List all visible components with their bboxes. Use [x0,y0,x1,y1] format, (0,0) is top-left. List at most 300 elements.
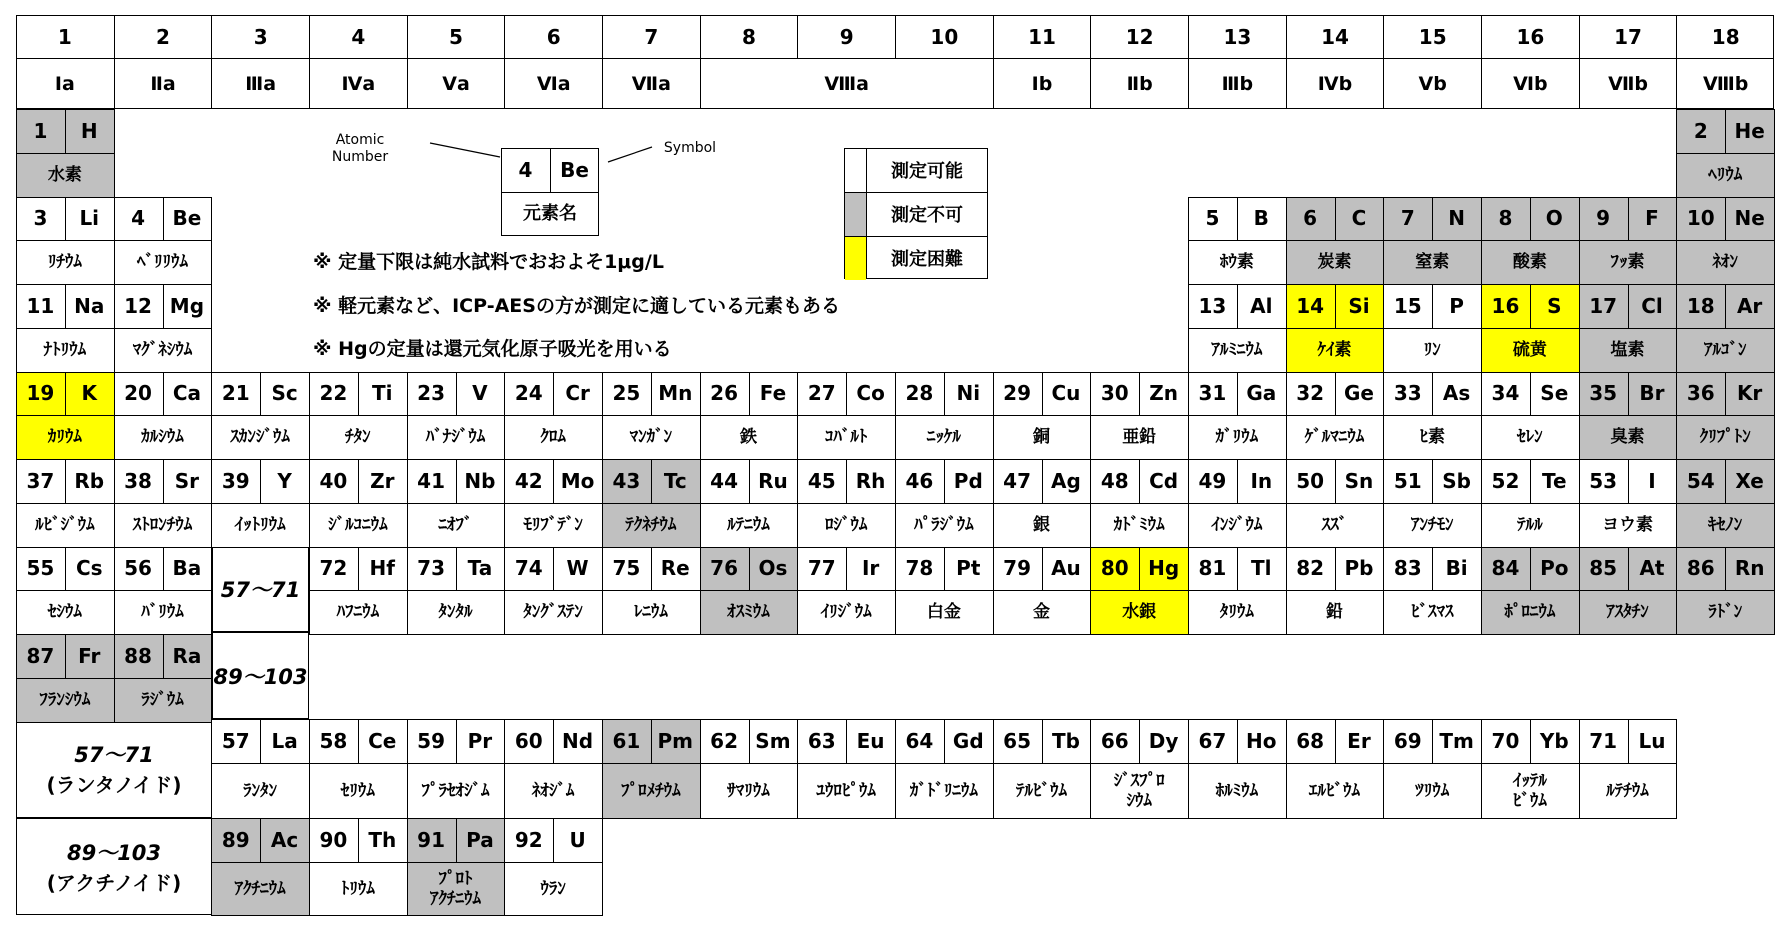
atomic-number: 40 [319,468,348,493]
group-label: Ⅶb [1579,58,1677,109]
element-name: ｹﾞﾙﾏﾆｳﾑ [1304,427,1365,448]
element-name: ｾﾚﾝ [1517,427,1543,448]
atomic-number: 19 [26,381,55,406]
element-name: ﾌﾟﾛﾄ ｱｸﾁﾆｳﾑ [430,868,481,909]
element-symbol: Pb [1344,556,1374,581]
element-name: ﾂﾘｳﾑ [1415,780,1450,801]
atomic-number: 74 [514,556,543,581]
atomic-number: 2 [1693,118,1708,143]
element-name: ﾌﾟﾗｾｵｼﾞﾑ [421,780,490,801]
element-symbol: As [1442,381,1471,406]
group-label: Ⅵb [1481,58,1579,109]
element-symbol: Zr [370,468,395,493]
atomic-number: 79 [1003,556,1032,581]
element-name: ｱﾙｺﾞﾝ [1703,339,1747,360]
group-label: Ⅰb [993,58,1091,109]
legend-label: 測定困難 [891,249,963,270]
key-example-number: 4 [518,158,533,182]
element-symbol: Sn [1344,468,1374,493]
element-name: ｼﾞﾙｺﾆｳﾑ [328,514,388,535]
element-symbol: Os [758,556,788,581]
element-name: ﾀﾝｸﾞｽﾃﾝ [523,602,583,623]
element-symbol: Pa [466,828,494,852]
element-symbol: Ta [467,556,493,581]
atomic-number: 63 [807,729,836,753]
element-name: 白金 [926,602,961,623]
atomic-number: 54 [1686,468,1715,493]
atomic-number: 22 [319,381,348,406]
element-symbol: Ag [1051,468,1081,493]
atomic-number: 59 [417,729,445,753]
atomic-number: 85 [1589,556,1618,581]
element-symbol: Yb [1539,729,1569,753]
element-name: ｵｽﾐｳﾑ [727,602,770,623]
group-label: Ⅰa [54,72,75,95]
element-name: ﾊﾌﾆｳﾑ [336,602,380,623]
note-1: ※ 定量下限は純水試料でおおよそ1μg/L [313,251,664,273]
atomic-number: 46 [905,468,934,493]
group-number: 5 [407,15,505,58]
element-name: ﾛｼﾞｳﾑ [824,514,868,535]
element-name: 水銀 [1122,602,1157,623]
element-name: ﾏﾝｶﾞﾝ [629,427,673,448]
element-name: ｲｯﾄﾘｳﾑ [234,514,286,535]
element-name: ﾎｳ素 [1219,252,1254,273]
element-name: ﾊﾟﾗｼﾞｳﾑ [914,514,974,535]
atomic-number: 32 [1296,381,1325,406]
atomic-number: 37 [26,468,55,493]
element-symbol: Te [1542,468,1567,493]
group-number: 6 [504,15,602,58]
atomic-number: 71 [1589,729,1618,753]
atomic-number: 24 [514,381,543,406]
element-symbol: Ge [1343,381,1374,406]
atomic-number: 51 [1393,468,1422,493]
group-label: Ⅳb [1286,58,1384,109]
element-symbol: Br [1639,381,1665,406]
element-symbol: Ac [270,828,299,852]
element-symbol: Th [368,828,397,852]
atomic-number: 75 [612,556,641,581]
element-symbol: Nb [464,468,496,493]
atomic-number: 41 [417,468,445,493]
element-symbol: Na [74,293,105,318]
element-symbol: Ir [861,556,880,581]
element-symbol: Tm [1439,729,1474,753]
element-name: ﾆｯｹﾙ [926,427,961,448]
actinide-placeholder [212,632,309,719]
element-symbol: Po [1540,556,1569,581]
element-name: 酸素 [1512,252,1547,273]
element-symbol: In [1250,468,1273,493]
element-name: ﾅﾄﾘｳﾑ [43,339,87,360]
element-name: ﾍﾞﾘﾘｳﾑ [136,252,188,273]
atomic-number: 72 [319,556,348,581]
element-symbol: Se [1540,381,1569,406]
atomic-number: 1 [33,118,48,143]
element-symbol: H [80,118,98,143]
element-name: ﾚﾆｳﾑ [633,602,668,623]
element-symbol: Pr [467,729,493,753]
lanthanide-title: 57～71 [74,743,154,767]
element-name: ﾃﾙﾙ [1517,514,1543,535]
atomic-number-label: Atomic Number [331,132,389,165]
atomic-number: 89 [221,828,250,852]
group-number: 11 [993,15,1091,58]
element-symbol: P [1449,293,1464,318]
group-number: 1 [57,24,72,49]
atomic-number: 14 [1296,293,1325,318]
group-number: 10 [895,15,993,58]
element-symbol: Sr [174,468,200,493]
atomic-number: 90 [319,828,348,852]
element-symbol: Re [660,556,690,581]
element-name: ｶﾞﾘｳﾑ [1215,427,1259,448]
element-name: 塩素 [1610,339,1645,360]
atomic-number: 27 [807,381,836,406]
element-name: 亜鉛 [1122,427,1157,448]
element-symbol: Pd [953,468,983,493]
element-symbol: Rh [855,468,886,493]
element-symbol: Rn [1734,556,1765,581]
element-name: ﾘﾝ [1423,339,1441,360]
element-name: ﾗｼﾞｳﾑ [141,689,184,710]
element-name: ﾃｸﾈﾁｳﾑ [625,514,677,535]
group-number: 3 [211,15,309,58]
element-name: ｾﾘｳﾑ [340,780,375,801]
atomic-number: 87 [26,643,55,668]
element-symbol: Zn [1149,381,1178,406]
group-number: 7 [602,15,700,58]
group-number: 17 [1579,15,1677,58]
element-symbol: Cr [565,381,590,406]
atomic-number: 45 [807,468,836,493]
atomic-number: 81 [1198,556,1227,581]
group-number: 13 [1188,15,1286,58]
element-symbol: Fe [759,381,787,406]
element-symbol: Eu [856,729,885,753]
element-symbol: Ar [1736,293,1763,318]
element-symbol: Au [1051,556,1081,581]
element-symbol: I [1648,468,1656,493]
atomic-number: 30 [1100,381,1129,406]
element-symbol: K [81,381,97,406]
element-symbol: Cu [1051,381,1081,406]
atomic-number: 56 [124,556,152,581]
group-number: 4 [309,15,407,58]
element-name: 鉄 [740,427,758,448]
element-symbol: Mn [658,381,693,406]
element-name: ﾎﾙﾐｳﾑ [1215,780,1259,801]
element-name: 窒素 [1415,252,1450,273]
element-symbol: Dy [1148,729,1179,753]
element-symbol: Fr [78,643,101,668]
element-symbol: Pm [657,729,693,753]
atomic-number: 28 [905,381,934,406]
atomic-number: 47 [1003,468,1032,493]
element-name: ｴﾙﾋﾞｳﾑ [1309,780,1361,801]
lanthanide-subtitle: (ランタノイド) [46,773,182,797]
element-name: 鉛 [1326,602,1344,623]
atomic-number: 70 [1491,729,1520,753]
atomic-number: 4 [131,206,146,231]
element-symbol: Nd [562,729,594,753]
element-name: 炭素 [1317,252,1352,273]
element-symbol: Ru [758,468,788,493]
atomic-number: 43 [612,468,641,493]
atomic-number: 13 [1198,293,1227,318]
element-symbol: Mg [169,293,205,318]
atomic-number: 83 [1393,556,1422,581]
element-symbol: Xe [1735,468,1764,493]
atomic-number-pointer [430,143,500,157]
element-name: ｳﾗﾝ [540,878,566,899]
element-name: 硫黄 [1512,339,1547,360]
element-name: ｱｸﾁﾆｳﾑ [234,878,286,899]
element-symbol: Ce [368,729,397,753]
element-name: ﾍﾘｳﾑ [1708,164,1743,185]
element-symbol: Tb [1051,729,1080,753]
element-name: ｶﾞﾄﾞﾘﾆｳﾑ [909,780,978,801]
element-name: ﾀﾝﾀﾙ [438,602,473,623]
element-symbol: Sc [271,381,298,406]
element-symbol: Bi [1445,556,1468,581]
element-symbol: Kr [1736,381,1763,406]
atomic-number: 84 [1491,556,1520,581]
atomic-number: 9 [1596,206,1611,231]
element-symbol: Lu [1638,729,1666,753]
lanthanide-placeholder-text: 57～71 [220,577,301,602]
atomic-number: 17 [1589,293,1618,318]
element-name: ｼﾞｽﾌﾟﾛ ｼｳﾑ [1113,770,1165,811]
element-name: ｲﾝｼﾞｳﾑ [1211,514,1263,535]
element-symbol: W [566,556,589,581]
atomic-number: 76 [710,556,739,581]
legend-swatch [845,149,866,192]
element-name: ﾗﾄﾞﾝ [1708,602,1743,623]
atomic-number: 78 [905,556,934,581]
element-symbol: Be [172,206,202,231]
atomic-number: 25 [612,381,641,406]
atomic-number: 62 [710,729,739,753]
element-symbol: Ba [172,556,202,581]
symbol-pointer [608,147,652,162]
atomic-number: 26 [710,381,739,406]
element-name: 水素 [47,164,82,185]
element-symbol: Al [1250,293,1273,318]
element-name: ﾌﾗﾝｼｳﾑ [39,689,91,710]
element-symbol: C [1351,206,1367,231]
atomic-number: 12 [124,293,152,318]
atomic-number: 33 [1393,381,1422,406]
atomic-number: 65 [1003,729,1032,753]
atomic-number: 44 [710,468,739,493]
atomic-number: 36 [1686,381,1715,406]
element-name: ﾌﾟﾛﾒﾁｳﾑ [621,780,681,801]
atomic-number: 49 [1198,468,1227,493]
group-label: Ⅶa [602,58,700,109]
group-number: 8 [700,15,798,58]
element-name: ｽｶﾝｼﾞｳﾑ [230,427,290,448]
element-name: ｱﾙﾐﾆｳﾑ [1211,339,1263,360]
element-name: ﾘﾁｳﾑ [47,252,82,273]
atomic-number: 29 [1003,381,1032,406]
element-symbol: Ni [956,381,981,406]
legend-label: 測定不可 [891,205,963,226]
element-symbol: Ne [1734,206,1765,231]
element-name: ﾋﾞｽﾏｽ [1410,602,1454,623]
key-example-name: 元素名 [523,203,577,224]
group-label: Ⅲa [211,58,309,109]
element-symbol: N [1448,206,1465,231]
group-number: 18 [1676,15,1774,58]
group-label: Ⅷb [1676,58,1774,109]
group-number: 15 [1383,15,1481,58]
atomic-number: 66 [1100,729,1129,753]
group-label: Ⅷa [700,58,993,109]
element-symbol: He [1734,118,1765,143]
group-label: Ⅲb [1188,58,1286,109]
element-symbol: Sb [1442,468,1471,493]
actinide-placeholder-text: 89～103 [213,664,308,689]
element-name: ｽﾄﾛﾝﾁｳﾑ [132,514,193,535]
element-name: ﾕｳﾛﾋﾟｳﾑ [816,780,876,801]
element-name: 銅 [1033,427,1051,448]
element-name: ｹｲ素 [1317,339,1352,360]
atomic-number: 23 [417,381,445,406]
element-symbol: Ca [172,381,201,406]
group-number: 14 [1286,15,1384,58]
element-symbol: La [271,729,298,753]
element-symbol: Ho [1246,729,1277,753]
atomic-number: 50 [1296,468,1325,493]
element-symbol: Tl [1251,556,1272,581]
atomic-number: 61 [612,729,641,753]
actinide-series-label [16,818,212,915]
atomic-number: 5 [1205,206,1220,231]
actinide-title: 89～103 [66,841,162,865]
element-symbol: F [1645,206,1659,231]
element-name: ﾃﾙﾋﾞｳﾑ [1016,780,1068,801]
element-name: ﾗﾝﾀﾝ [243,780,278,801]
element-name: ｱﾝﾁﾓﾝ [1410,514,1454,535]
element-name: 銀 [1033,514,1051,535]
element-symbol: Pt [956,556,981,581]
group-label: Ⅱa [114,58,212,109]
atomic-number: 20 [124,381,152,406]
atomic-number: 69 [1393,729,1422,753]
element-symbol: B [1253,206,1269,231]
element-symbol: Gd [952,729,984,753]
element-symbol: Cd [1149,468,1179,493]
element-symbol: Tc [663,468,687,493]
element-symbol: O [1545,206,1563,231]
element-name: ﾙﾋﾞｼﾞｳﾑ [35,514,95,535]
element-symbol: S [1547,293,1562,318]
element-name: ﾊﾞﾘｳﾑ [141,602,184,623]
element-name: ｻﾏﾘｳﾑ [727,780,770,801]
element-name: ｱｽﾀﾁﾝ [1606,602,1649,623]
lanthanide-series-label [16,719,212,818]
atomic-number: 64 [905,729,934,753]
atomic-number: 35 [1589,381,1618,406]
group-label: Ⅱb [1090,58,1188,109]
legend-label: 測定可能 [891,161,963,182]
atomic-number: 8 [1498,206,1513,231]
atomic-number: 60 [514,729,543,753]
element-name: ﾏｸﾞﾈｼｳﾑ [132,339,193,360]
atomic-number: 77 [807,556,836,581]
element-symbol: Cl [1641,293,1663,318]
element-name: 金 [1033,602,1051,623]
element-name: ﾈｵﾝ [1712,252,1738,273]
atomic-number: 42 [514,468,543,493]
element-name: ヨウ素 [1602,514,1654,535]
element-name: ﾀﾘｳﾑ [1219,602,1254,623]
atomic-number: 73 [417,556,445,581]
group-label: Ⅵa [504,58,602,109]
atomic-number: 7 [1400,206,1415,231]
atomic-number: 10 [1686,206,1715,231]
element-name: ｽｽﾞ [1321,514,1348,535]
legend-swatch [845,193,866,236]
element-symbol: At [1639,556,1665,581]
key-example-symbol: Be [560,158,589,182]
element-symbol: Co [856,381,885,406]
element-name: ﾄﾘｳﾑ [340,878,375,899]
element-name: 臭素 [1610,427,1645,448]
atomic-number: 15 [1393,293,1422,318]
note-2: ※ 軽元素など、ICP-AESの方が測定に適している元素もある [313,295,840,317]
element-name: ﾙﾃﾁｳﾑ [1606,780,1649,801]
element-name: ｲｯﾃﾙ ﾋﾞｳﾑ [1512,770,1547,811]
atomic-number: 91 [417,828,445,852]
atomic-number: 38 [124,468,152,493]
atomic-number: 57 [221,729,250,753]
atomic-number: 68 [1296,729,1325,753]
note-3: ※ Hgの定量は還元気化原子吸光を用いる [313,338,672,360]
element-symbol: Ga [1246,381,1277,406]
element-name: ﾆｵﾌﾞ [438,514,473,535]
element-name: ﾙﾃﾆｳﾑ [727,514,770,535]
atomic-number: 48 [1100,468,1129,493]
element-name: ｶﾘｳﾑ [47,427,82,448]
group-number: 9 [797,15,895,58]
element-name: ｷｾﾉﾝ [1708,514,1743,535]
element-name: ﾈｵｼﾞﾑ [531,780,575,801]
group-number: 2 [114,15,212,58]
atomic-number: 31 [1198,381,1227,406]
element-name: ｲﾘｼﾞｳﾑ [820,602,872,623]
element-symbol: Li [79,206,100,231]
element-symbol: Ti [372,381,393,406]
atomic-number: 58 [319,729,348,753]
element-symbol: Mo [560,468,595,493]
group-label: Ⅳa [309,58,407,109]
legend-swatch [845,237,866,280]
atomic-number: 39 [221,468,250,493]
group-number: 12 [1090,15,1188,58]
atomic-number: 52 [1491,468,1520,493]
element-name: ﾓﾘﾌﾞﾃﾞﾝ [523,514,583,535]
atomic-number: 3 [33,206,48,231]
element-name: ﾊﾞﾅｼﾞｳﾑ [425,427,486,448]
element-name: ｶﾙｼｳﾑ [141,427,184,448]
element-name: ｾｼｳﾑ [47,602,82,623]
atomic-number: 6 [1303,206,1318,231]
atomic-number: 34 [1491,381,1520,406]
actinide-subtitle: (アクチノイド) [46,871,182,895]
